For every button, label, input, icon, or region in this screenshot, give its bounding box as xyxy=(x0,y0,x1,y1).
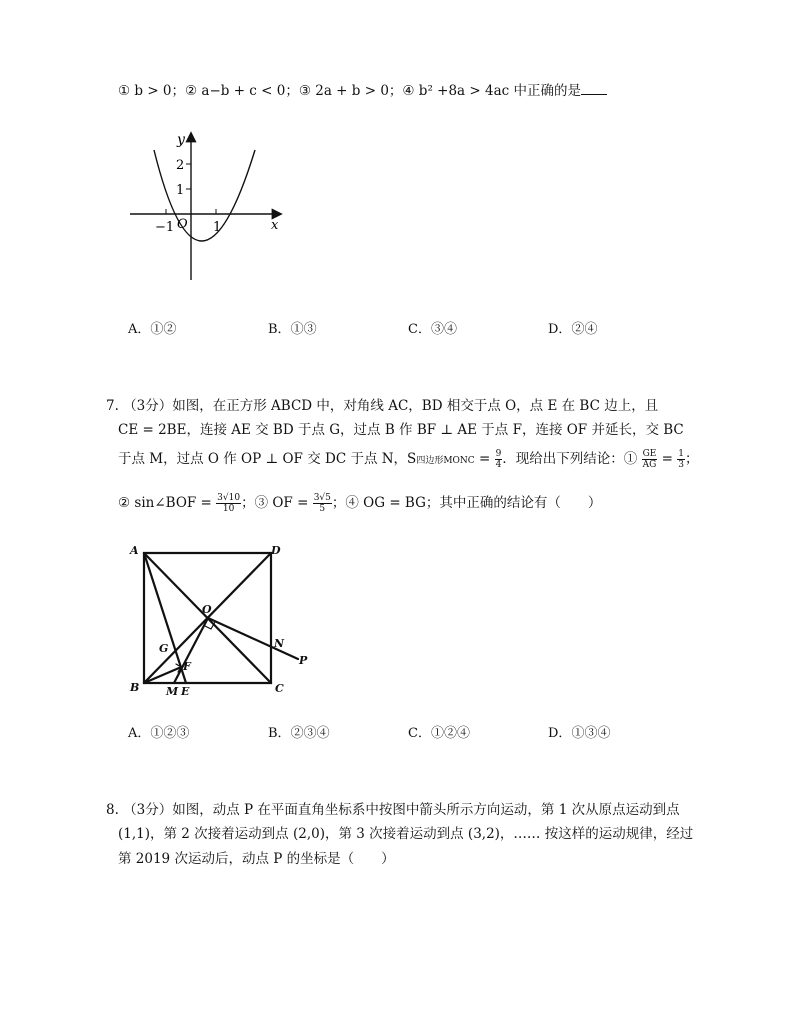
parabola-graph xyxy=(125,128,295,288)
square-figure xyxy=(126,540,321,698)
area-subscript: 四边形MONC xyxy=(416,456,475,466)
label-e: E xyxy=(181,685,190,698)
tick-y1: 1 xyxy=(176,183,185,198)
ray-op xyxy=(208,618,298,659)
label-a: A xyxy=(130,544,139,557)
q6-option-d[interactable]: D．②④ xyxy=(548,322,598,337)
label-c: C xyxy=(275,682,284,695)
label-d: D xyxy=(271,544,281,557)
label-m: M xyxy=(166,685,179,698)
q7-line3: 于点 M，过点 O 作 OP ⊥ OF 交 DC 于点 N，S四边形MONC = $\frac{9}{4}$ ．现给出下列结论：① $\frac{GE}{AG}$ = $\frac{1}{3}$ ； xyxy=(118,449,699,470)
origin-label: O xyxy=(177,217,188,232)
tick-x1: 1 xyxy=(213,220,222,235)
fraction-9-4: $\frac{9}{4}$ xyxy=(495,449,502,470)
fraction-ge-ag: $\frac{GE}{AG}$ xyxy=(642,449,657,470)
segment-ae xyxy=(144,553,186,683)
q8-line3: 第 2019 次运动后，动点 P 的坐标是（ ） xyxy=(118,851,395,867)
label-n: N xyxy=(274,637,285,650)
q6-option-c[interactable]: C．③④ xyxy=(408,322,457,337)
segment-bf xyxy=(144,668,179,683)
q7-line1: 7. （3分）如图，在正方形 ABCD 中，对角线 AC，BD 相交于点 O，点 E 在 BC 边上，且 xyxy=(106,398,659,414)
q7-line2: CE = 2BE，连接 AE 交 BD 于点 G，过点 B 作 BF ⊥ AE 于点 F，连接 OF 并延长，交 BC xyxy=(118,422,684,438)
q6-option-b[interactable]: B．①③ xyxy=(268,322,317,337)
label-p: P xyxy=(299,654,308,667)
q7-option-b[interactable]: B．②③④ xyxy=(268,726,330,741)
q7-option-c[interactable]: C．①②④ xyxy=(408,726,470,741)
y-axis-label: y xyxy=(177,132,185,148)
answer-blank[interactable] xyxy=(581,82,607,95)
fraction-3root5-5: $\frac{3√5}{5}$ xyxy=(313,493,331,514)
q7-option-a[interactable]: A．①②③ xyxy=(128,726,190,741)
q7-option-d[interactable]: D．①③④ xyxy=(548,726,611,741)
label-f: F xyxy=(183,660,191,673)
x-axis-label: x xyxy=(271,218,279,233)
fraction-1-3: $\frac{1}{3}$ xyxy=(678,449,685,470)
q6-stem-text: ① b > 0；② a−b + c < 0；③ 2a + b > 0；④ b² +8a > 4ac 中正确的是 xyxy=(118,83,581,99)
q8-line2: (1,1)，第 2 次接着运动到点 (2,0)，第 3 次接着运动到点 (3,2)，…… 按这样的运动规律，经过 xyxy=(118,826,694,842)
segment-om xyxy=(174,618,208,683)
q6-option-a[interactable]: A．①② xyxy=(128,322,177,337)
q6-stem xyxy=(118,79,607,99)
tick-y2: 2 xyxy=(176,158,185,173)
tick-xneg1: −1 xyxy=(155,220,175,235)
label-g: G xyxy=(159,642,169,655)
q8-line1: 8. （3分）如图，动点 P 在平面直角坐标系中按图中箭头所示方向运动，第 1 次从原点运动到点 xyxy=(106,802,680,818)
label-o: O xyxy=(202,603,212,616)
q7-line4: ② sin∠BOF = $\frac{3√10}{10}$ ；③ OF = $\frac{3√5}{5}$ ；④ OG = BG；其中正确的结论有（ ） xyxy=(118,493,602,514)
label-b: B xyxy=(130,681,140,694)
fraction-3root10-10: $\frac{3√10}{10}$ xyxy=(217,493,241,514)
